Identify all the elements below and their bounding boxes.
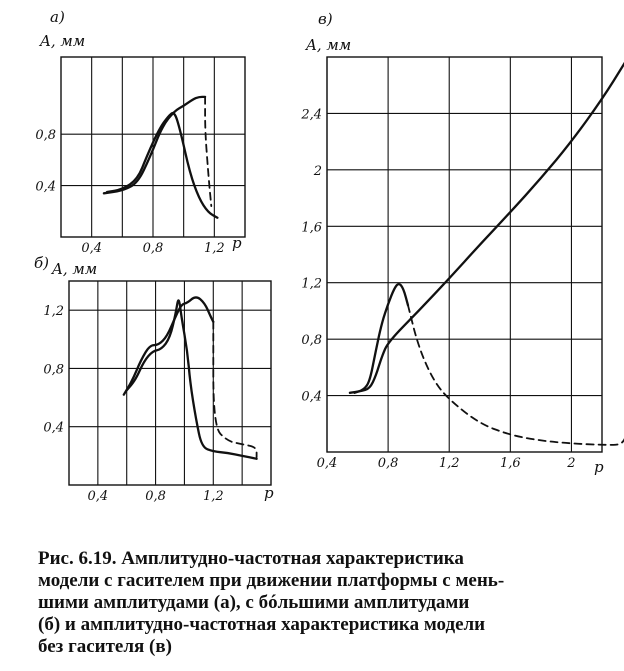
figure-caption bbox=[38, 548, 604, 658]
x-tick-label: 0,8 bbox=[145, 489, 166, 504]
panel-a-ylabel: A, мм bbox=[40, 32, 86, 50]
y-tick-label: 0,8 bbox=[43, 362, 64, 378]
x-tick-label: 1,2 bbox=[438, 456, 460, 471]
series-3-line bbox=[408, 305, 624, 445]
x-tick-label: 0,4 bbox=[87, 489, 109, 504]
y-tick-label: 1,2 bbox=[43, 304, 64, 320]
panel-v-frame bbox=[327, 57, 602, 452]
y-tick-label: 1,2 bbox=[301, 276, 322, 292]
panel-a-xlabel: p bbox=[232, 234, 242, 252]
panel-a-curves bbox=[104, 97, 217, 218]
x-tick-label: 2 bbox=[567, 456, 576, 471]
x-tick-label: 0,4 bbox=[316, 456, 338, 471]
series-1-line bbox=[104, 97, 205, 193]
y-tick-label: 2,4 bbox=[301, 107, 322, 123]
x-tick-label: 1,2 bbox=[202, 489, 224, 504]
series-2-line bbox=[355, 284, 409, 393]
panel-a-letter: a) bbox=[50, 8, 65, 26]
panel-b-chart bbox=[34, 254, 274, 504]
panel-v-ylabel: A, мм bbox=[306, 36, 352, 54]
panel-a-chart bbox=[35, 8, 245, 256]
series-1-line bbox=[124, 297, 214, 394]
panel-b-ylabel: A, мм bbox=[52, 260, 98, 278]
x-tick-label: 0,4 bbox=[81, 241, 103, 256]
panel-b-letter: б) bbox=[34, 254, 50, 272]
series-3-line bbox=[213, 322, 256, 458]
caption-line: модели с гасителем при движении платформы с мень- bbox=[38, 570, 505, 591]
caption-line: шими амплитудами (а), с бóльшими амплитудами bbox=[38, 592, 470, 613]
series-3-line bbox=[205, 97, 211, 206]
y-tick-label: 0,8 bbox=[301, 333, 322, 349]
panel-b-xlabel: p bbox=[264, 484, 274, 502]
panel-v-grid bbox=[327, 57, 602, 452]
y-tick-label: 0,4 bbox=[43, 420, 64, 436]
y-tick-label: 1,6 bbox=[301, 220, 322, 236]
panel-v-chart bbox=[300, 10, 624, 476]
panel-b-grid bbox=[69, 281, 271, 485]
caption-line: без гасителя (в) bbox=[38, 636, 172, 657]
x-tick-label: 1,2 bbox=[203, 241, 225, 256]
caption-line: (б) и амплитудно-частотная характеристика модели bbox=[38, 614, 486, 635]
panel-v-letter: в) bbox=[318, 10, 333, 28]
caption-line: Рис. 6.19. Амплитудно-частотная характеристика bbox=[38, 548, 464, 569]
panel-b-ticks bbox=[43, 304, 223, 504]
y-tick-label: 0,8 bbox=[35, 128, 56, 144]
panel-b-curves bbox=[124, 297, 257, 458]
x-tick-label: 0,8 bbox=[142, 241, 164, 256]
y-tick-label: 2 bbox=[313, 163, 322, 179]
panel-v-xlabel: p bbox=[594, 458, 604, 476]
y-tick-label: 0,4 bbox=[301, 389, 322, 405]
series-1-line bbox=[350, 63, 624, 393]
panel-b-frame bbox=[69, 281, 271, 485]
panel-v-curves bbox=[350, 63, 624, 445]
x-tick-label: 1,6 bbox=[499, 456, 521, 471]
x-tick-label: 0,8 bbox=[377, 456, 399, 471]
y-tick-label: 0,4 bbox=[35, 179, 56, 195]
series-2-line bbox=[127, 300, 257, 458]
